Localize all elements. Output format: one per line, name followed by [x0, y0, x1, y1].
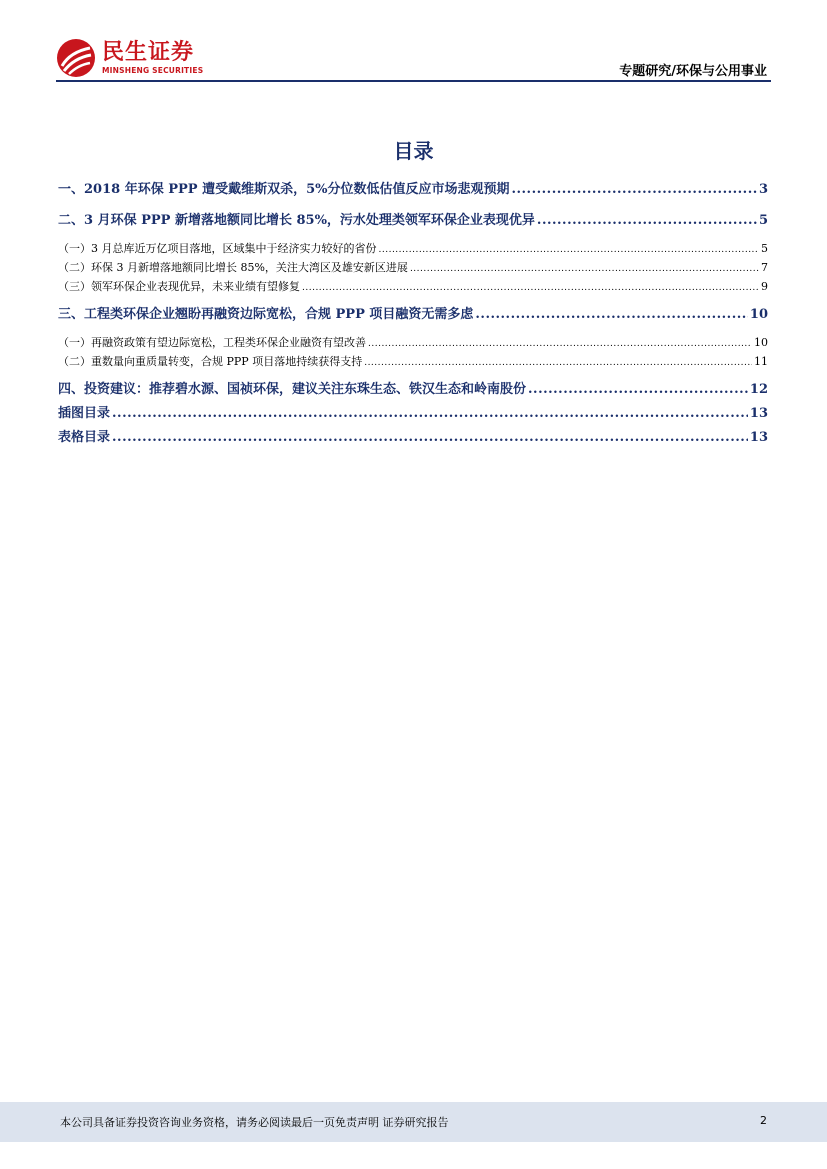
company-logo — [56, 38, 203, 78]
logo-chinese-name: 民生证券 — [102, 39, 195, 65]
page-number: 2 — [760, 1114, 767, 1127]
toc-subentry[interactable] — [58, 333, 768, 352]
toc-entry[interactable] — [58, 378, 768, 402]
toc-entry-text: 一、2018 年环保 PPP 遭受戴维斯双杀，5%分位数低估值反应市场悲观预期 — [58, 182, 510, 197]
minsheng-logo-icon — [56, 38, 96, 78]
toc-entry-page: 3 — [758, 182, 768, 197]
toc-entry-text: 表格目录 — [58, 430, 111, 445]
toc-entry-page: 11 — [754, 355, 768, 368]
toc-entry-page: 7 — [761, 261, 768, 274]
toc-entry-text: 二、3 月环保 PPP 新增落地额同比增长 85%，污水处理类领军环保企业表现优异 — [58, 213, 535, 228]
toc-entry-text: （一）3 月总库近万亿项目落地，区域集中于经济实力较好的省份 — [58, 242, 377, 255]
toc-entry-text: 四、投资建议：推荐碧水源、国祯环保，建议关注东珠生态、铁汉生态和岭南股份 — [58, 382, 527, 397]
toc-leader-dots — [112, 402, 748, 426]
toc-entry-page: 9 — [761, 280, 768, 293]
toc-entry[interactable] — [58, 402, 768, 426]
toc-entry[interactable] — [58, 303, 768, 327]
toc-entry-page: 12 — [749, 382, 768, 397]
toc-entry-page: 10 — [754, 336, 768, 349]
toc-entry-text: （二）重数量向重质量转变，合规 PPP 项目落地持续获得支持 — [58, 355, 363, 368]
toc-entry-text: 插图目录 — [58, 406, 111, 421]
toc-entry[interactable] — [58, 426, 768, 450]
toc-entry-text: （三）领军环保企业表现优异，未来业绩有望修复 — [58, 280, 300, 293]
toc-leader-dots — [410, 260, 759, 279]
toc-subentry[interactable] — [58, 277, 768, 296]
page-header — [0, 0, 827, 85]
toc-leader-dots — [368, 335, 752, 354]
table-of-contents — [58, 178, 768, 450]
toc-title: 目录 — [393, 139, 434, 163]
report-section-label: 专题研究/环保与公用事业 — [619, 64, 767, 79]
toc-entry-text: 三、工程类环保企业翘盼再融资边际宽松，合规 PPP 项目融资无需多虑 — [58, 307, 474, 322]
toc-entry-page: 13 — [749, 430, 768, 445]
toc-leader-dots — [112, 426, 748, 450]
toc-entry-page: 10 — [749, 307, 768, 322]
logo-english-name: MINSHENG SECURITIES — [102, 65, 204, 75]
page-footer — [0, 1102, 827, 1142]
toc-leader-dots — [511, 178, 756, 202]
toc-entry-text: （二）环保 3 月新增落地额同比增长 85%，关注大湾区及雄安新区进展 — [58, 261, 408, 274]
toc-entry[interactable] — [58, 178, 768, 202]
toc-leader-dots — [537, 209, 757, 233]
toc-leader-dots — [528, 378, 748, 402]
toc-subentry[interactable] — [58, 239, 768, 258]
toc-entry-page: 13 — [749, 406, 768, 421]
toc-leader-dots — [364, 354, 752, 373]
header-divider — [56, 80, 771, 82]
toc-subentry[interactable] — [58, 258, 768, 277]
toc-leader-dots — [475, 303, 748, 327]
toc-entry-page: 5 — [761, 242, 768, 255]
toc-entry-text: （一）再融资政策有望边际宽松，工程类环保企业融资有望改善 — [58, 336, 366, 349]
footer-disclaimer: 本公司具备证券投资咨询业务资格，请务必阅读最后一页免责声明 证券研究报告 — [60, 1116, 449, 1129]
toc-entry-page: 5 — [758, 213, 768, 228]
toc-leader-dots — [302, 279, 759, 298]
toc-subentry[interactable] — [58, 352, 768, 371]
toc-entry[interactable] — [58, 209, 768, 233]
toc-leader-dots — [379, 241, 760, 260]
